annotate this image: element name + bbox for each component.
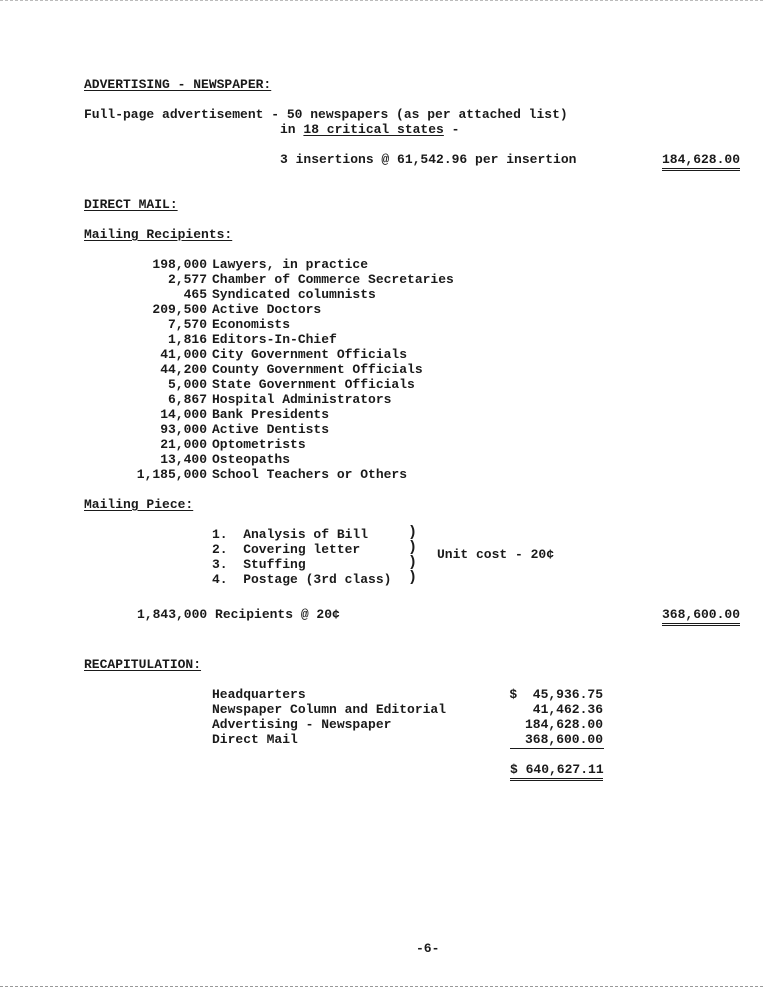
page-bottom-edge [0,986,763,987]
advertising-line2-prefix: in [280,122,304,137]
recipient-label: Chamber of Commerce Secretaries [212,272,454,287]
recipient-count: 93,000 [160,422,207,437]
closing-paren-mark: ) [408,569,418,586]
recipient-count: 209,500 [152,302,207,317]
recipient-label: Active Dentists [212,422,330,437]
recipient-label: Optometrists [212,437,306,452]
recipient-label: State Government Officials [212,377,415,392]
recipient-count: 44,200 [160,362,207,377]
recipient-label: County Government Officials [212,362,423,377]
recap-item-amount: 184,628.00 [524,717,603,732]
recap-item-label: Newspaper Column and Editorial [212,702,447,717]
page-top-edge [0,0,763,1]
direct-mail-amount: 368,600.00 [662,607,740,626]
mailing-piece-item: 3. Stuffing [212,557,306,572]
advertising-description-line1: Full-page advertisement - 50 newspapers (as per attached list) [84,107,568,122]
recipient-count: 1,816 [167,332,207,347]
recap-item-amount: 41,462.36 [532,702,603,717]
recipient-count: 21,000 [160,437,207,452]
recipient-label: School Teachers or Others [212,467,408,482]
advertising-amount: 184,628.00 [662,152,740,171]
advertising-line2-suffix: - [443,122,460,137]
page-number: -6- [416,941,440,956]
mailing-piece-heading: Mailing Piece: [84,497,194,512]
advertising-heading: ADVERTISING - NEWSPAPER: [84,77,272,92]
recipient-count: 2,577 [167,272,207,287]
recipient-count: 13,400 [160,452,207,467]
direct-mail-total-line: 1,843,000 Recipients @ 20¢ [137,607,340,622]
recipient-label: City Government Officials [212,347,408,362]
recap-item-label: Advertising - Newspaper [212,717,392,732]
recipient-count: 1,185,000 [136,467,207,482]
closing-paren-mark: ) [408,554,418,571]
advertising-description-line2 [280,122,459,137]
recipient-label: Economists [212,317,291,332]
direct-mail-heading: DIRECT MAIL: [84,197,178,212]
recap-item-label: Headquarters [212,687,306,702]
recipient-label: Bank Presidents [212,407,330,422]
recipient-count: 465 [183,287,207,302]
recipient-count: 198,000 [152,257,207,272]
closing-paren-mark: ) [408,524,418,541]
recipient-label: Syndicated columnists [212,287,376,302]
recipient-count: 7,570 [167,317,207,332]
subtotal-rule [510,748,604,749]
mailing-piece-item: 4. Postage (3rd class) [212,572,392,587]
recap-item-amount: $ 45,936.75 [509,687,603,702]
recapitulation-heading: RECAPITULATION: [84,657,202,672]
recap-total: $ 640,627.11 [510,762,603,781]
unit-cost-text: Unit cost - 20¢ [437,547,555,562]
recipient-label: Lawyers, in practice [212,257,369,272]
recap-item-amount: 368,600.00 [524,732,603,747]
advertising-insertions-line: 3 insertions @ 61,542.96 per insertion [280,152,577,167]
recipient-label: Editors-In-Chief [212,332,337,347]
recipient-label: Active Doctors [212,302,322,317]
recipient-count: 6,867 [167,392,207,407]
recipient-count: 14,000 [160,407,207,422]
recipient-count: 41,000 [160,347,207,362]
mailing-piece-item: 2. Covering letter [212,542,361,557]
recipient-count: 5,000 [167,377,207,392]
recipient-label: Osteopaths [212,452,291,467]
recipient-label: Hospital Administrators [212,392,392,407]
mailing-recipients-heading: Mailing Recipients: [84,227,233,242]
mailing-piece-item: 1. Analysis of Bill [212,527,369,542]
closing-paren-mark: ) [408,539,418,556]
critical-states-text: 18 critical states [303,122,444,137]
recap-item-label: Direct Mail [212,732,298,747]
